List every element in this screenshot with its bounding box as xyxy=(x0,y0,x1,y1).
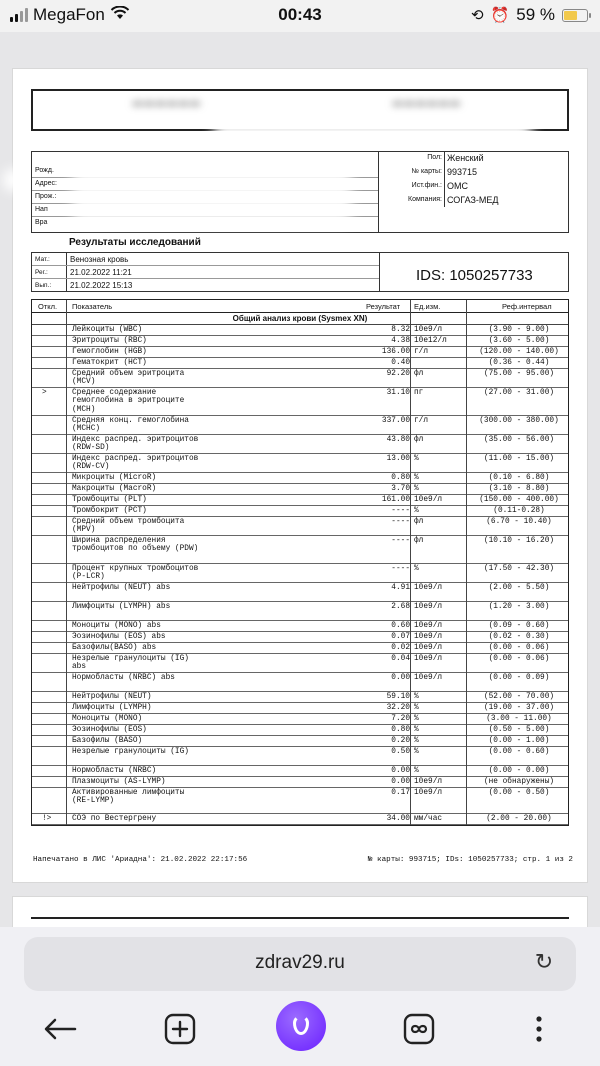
row-ref: (2.00 - 5.50) xyxy=(488,584,550,592)
row-name: Индекс распред. эритроцитов (RDW-CV) xyxy=(72,455,199,472)
row-name: Гематокрит (HCT) xyxy=(72,359,147,367)
row-value: 92.20 xyxy=(386,370,410,378)
table-row xyxy=(32,388,568,416)
table-row xyxy=(32,325,568,336)
status-bar xyxy=(0,0,600,32)
row-value: 0.20 xyxy=(391,737,410,745)
row-value: 13.00 xyxy=(386,455,410,463)
document-page xyxy=(12,68,588,883)
reload-icon[interactable]: ↻ xyxy=(534,949,554,974)
table-row xyxy=(32,643,568,654)
table-row xyxy=(32,495,568,506)
row-name: Тромбокрит (PCT) xyxy=(72,507,147,515)
row-value: 4.91 xyxy=(391,584,410,592)
row-value: 59.10 xyxy=(386,693,410,701)
table-row xyxy=(32,416,568,435)
row-value: 161.00 xyxy=(381,496,410,504)
row-name: Базофилы (BASO) xyxy=(72,737,143,745)
registered-date: 21.02.2022 11:21 xyxy=(70,268,132,277)
row-name: Макроциты (MacroR) xyxy=(72,485,157,493)
printed-info: Напечатано в ЛИС 'Ариадна': 21.02.2022 22:17:56 xyxy=(33,856,248,864)
row-ref: (0.09 - 0.60) xyxy=(488,622,550,630)
row-value: ---- xyxy=(391,537,410,545)
row-name: Лейкоциты (WBC) xyxy=(72,326,143,334)
row-name: Нейтрофилы (NEUT) xyxy=(72,693,152,701)
row-unit: 10e9/л xyxy=(414,644,443,652)
row-name: Средний объем эритроцита (MCV) xyxy=(72,370,185,387)
row-unit: % xyxy=(414,693,419,701)
row-ref: (3.10 - 8.80) xyxy=(488,485,550,493)
row-value: 0.40 xyxy=(391,359,410,367)
row-name: Плазмоциты (AS-LYMP) xyxy=(72,778,166,786)
ids-number: IDS: 1050257733 xyxy=(416,267,533,284)
row-value: 3.70 xyxy=(391,485,410,493)
row-unit: фл xyxy=(414,370,424,378)
row-unit: % xyxy=(414,485,419,493)
row-flag: !> xyxy=(42,815,52,823)
alice-icon[interactable] xyxy=(276,1001,326,1051)
row-name: Моноциты (MONO) xyxy=(72,715,143,723)
row-value: 43.80 xyxy=(386,436,410,444)
row-value: 337.00 xyxy=(381,417,410,425)
table-row xyxy=(32,454,568,473)
row-name: Эритроциты (RBC) xyxy=(72,337,147,345)
table-header: Откл. Показатель Результат Ед.изм. Реф.интервал xyxy=(32,300,568,313)
row-unit: % xyxy=(414,507,419,515)
row-value: 136.00 xyxy=(381,348,410,356)
page-info: № карты: 993715; IDs: 1050257733; стр. 1 из 2 xyxy=(367,856,573,864)
row-value: 2.68 xyxy=(391,603,410,611)
row-ref: (0.00 - 0.50) xyxy=(488,789,550,797)
row-unit: фл xyxy=(414,537,424,545)
row-ref: (0.00 - 0.06) xyxy=(488,655,550,663)
table-row xyxy=(32,714,568,725)
table-section-title: Общий анализ крови (Sysmex XN) xyxy=(32,313,568,325)
lab-header-box: ▬ ▬ ▬ ▬ ▬ ▬ ▬ ▬ ▬ ▬ ▬ ▬ xyxy=(31,89,569,131)
table-row xyxy=(32,788,568,814)
table-row xyxy=(32,632,568,643)
browser-bottom-bar xyxy=(0,927,600,1066)
row-ref: (19.00 - 37.00) xyxy=(483,704,555,712)
row-unit: г/л xyxy=(414,417,429,425)
row-ref: (0.00 - 1.00) xyxy=(488,737,550,745)
row-name: Эозинофилы (EOS) abs xyxy=(72,633,166,641)
document-page-2 xyxy=(12,896,588,927)
row-ref: (не обнаружены) xyxy=(483,778,555,786)
row-ref: (3.60 - 5.00) xyxy=(488,337,550,345)
url-text[interactable]: zdrav29.ru xyxy=(255,952,345,973)
row-ref: (120.00 - 140.00) xyxy=(479,348,559,356)
row-unit: пг xyxy=(414,389,424,397)
row-ref: (0.00 - 0.06) xyxy=(488,644,550,652)
row-value: 0.00 xyxy=(391,674,410,682)
row-value: ---- xyxy=(391,565,410,573)
back-arrow-icon[interactable] xyxy=(38,1007,82,1051)
row-ref: (0.00 - 0.09) xyxy=(488,674,550,682)
table-row xyxy=(32,336,568,347)
row-name: Гемоглобин (HGB) xyxy=(72,348,147,356)
table-row xyxy=(32,435,568,454)
row-flag: > xyxy=(42,389,47,397)
table-row xyxy=(32,347,568,358)
row-ref: (10.10 - 16.20) xyxy=(483,537,555,545)
row-unit: 10e9/л xyxy=(414,603,443,611)
table-row xyxy=(32,517,568,536)
row-unit: % xyxy=(414,767,419,775)
row-value: 32.20 xyxy=(386,704,410,712)
table-row xyxy=(32,777,568,788)
row-unit: 10e9/л xyxy=(414,778,443,786)
row-value: 0.07 xyxy=(391,633,410,641)
row-ref: (0.02 - 0.30) xyxy=(488,633,550,641)
row-unit: % xyxy=(414,737,419,745)
row-unit: 10e12/л xyxy=(414,337,447,345)
row-name: Нейтрофилы (NEUT) abs xyxy=(72,584,171,592)
row-unit: фл xyxy=(414,518,424,526)
row-value: ---- xyxy=(391,507,410,515)
table-row xyxy=(32,602,568,621)
row-ref: (0.11-0.28) xyxy=(493,507,545,515)
row-ref: (0.00 - 0.00) xyxy=(488,767,550,775)
row-value: 8.32 xyxy=(391,326,410,334)
battery-percent: 59 % xyxy=(516,5,555,24)
row-ref: (0.10 - 6.80) xyxy=(488,474,550,482)
row-value: 0.60 xyxy=(391,622,410,630)
row-ref: (17.50 - 42.30) xyxy=(483,565,555,573)
row-name: Нормобласты (NRBC) xyxy=(72,767,157,775)
table-row xyxy=(32,673,568,692)
row-value: 0.50 xyxy=(391,748,410,756)
patient-info: Рожд. Адрес: Прож.: Нап Вра Пол: Женский № карты: 993715 Ист.фин.: ОМС Компания: СОГАЗ-МЕД xyxy=(31,151,569,233)
row-value: 31.10 xyxy=(386,389,410,397)
row-name: Базофилы(BASO) abs xyxy=(72,644,157,652)
row-unit: % xyxy=(414,715,419,723)
table-row xyxy=(32,484,568,495)
row-unit: % xyxy=(414,474,419,482)
row-value: 34.00 xyxy=(386,815,410,823)
row-name: Активированные лимфоциты (RE-LYMP) xyxy=(72,789,185,806)
row-unit: г/л xyxy=(414,348,429,356)
row-unit: 10e9/л xyxy=(414,655,443,663)
row-ref: (2.00 - 20.00) xyxy=(486,815,552,823)
table-row xyxy=(32,536,568,564)
row-unit: % xyxy=(414,455,419,463)
table-row xyxy=(32,736,568,747)
table-row xyxy=(32,766,568,777)
row-value: 4.38 xyxy=(391,337,410,345)
row-value: 0.80 xyxy=(391,726,410,734)
more-icon[interactable] xyxy=(517,1007,561,1051)
row-value: 0.02 xyxy=(391,644,410,652)
row-ref: (27.00 - 31.00) xyxy=(483,389,555,397)
row-unit: 10e9/л xyxy=(414,622,443,630)
new-tab-icon[interactable] xyxy=(158,1007,202,1051)
row-name: Нормобласты (NRBC) abs xyxy=(72,674,175,682)
row-unit: % xyxy=(414,704,419,712)
alarm-icon: ⏰ xyxy=(490,7,510,24)
row-ref: (150.00 - 400.00) xyxy=(479,496,559,504)
table-row xyxy=(32,621,568,632)
row-unit: 10e9/л xyxy=(414,789,443,797)
row-ref: (0.50 - 5.00) xyxy=(488,726,550,734)
row-name: Лимфоциты (LYMPH) xyxy=(72,704,152,712)
insurance-company: СОГАЗ-МЕД xyxy=(447,195,499,205)
row-value: 0.80 xyxy=(391,474,410,482)
row-value: ---- xyxy=(391,518,410,526)
row-unit: 10e9/л xyxy=(414,674,443,682)
table-row xyxy=(32,703,568,714)
table-row xyxy=(32,369,568,388)
row-name: Микроциты (MicroR) xyxy=(72,474,157,482)
row-value: 0.00 xyxy=(391,767,410,775)
clock: 00:43 xyxy=(278,5,322,24)
row-unit: 10e9/л xyxy=(414,326,443,334)
table-row xyxy=(32,814,568,825)
table-row xyxy=(32,358,568,369)
table-row xyxy=(32,564,568,583)
row-unit: 10e9/л xyxy=(414,496,443,504)
tabs-icon[interactable] xyxy=(397,1007,441,1051)
row-value: 0.00 xyxy=(391,778,410,786)
row-name: Лимфоциты (LYMPH) abs xyxy=(72,603,171,611)
row-ref: (52.00 - 70.00) xyxy=(483,693,555,701)
row-name: Незрелые гранулоциты (IG) xyxy=(72,748,189,756)
row-ref: (1.20 - 3.00) xyxy=(488,603,550,611)
row-unit: фл xyxy=(414,436,424,444)
row-name: Моноциты (MONO) abs xyxy=(72,622,161,630)
row-name: Тромбоциты (PLT) xyxy=(72,496,147,504)
table-row xyxy=(32,725,568,736)
row-ref: (300.00 - 380.00) xyxy=(479,417,559,425)
card-number: 993715 xyxy=(447,167,478,177)
row-ref: (0.00 - 0.60) xyxy=(488,748,550,756)
table-row xyxy=(32,583,568,602)
completed-date: 21.02.2022 15:13 xyxy=(70,281,133,290)
row-ref: (3.90 - 9.00) xyxy=(488,326,550,334)
row-value: 0.17 xyxy=(391,789,410,797)
row-unit: % xyxy=(414,565,419,573)
material-info: Мат.: Венозная кровь Рег.: 21.02.2022 11:21 Вып.: 21.02.2022 15:13 IDS: 1050257733 xyxy=(31,252,569,292)
rotation-lock-icon: ⟲ xyxy=(470,7,484,24)
row-name: СОЭ по Вестергрену xyxy=(72,815,157,823)
row-name: Средний объем тромбоцита (MPV) xyxy=(72,518,185,535)
row-value: 0.04 xyxy=(391,655,410,663)
row-ref: (3.00 - 11.00) xyxy=(486,715,552,723)
row-name: Средняя конц. гемоглобина (MCHC) xyxy=(72,417,189,434)
row-name: Эозинофилы (EOS) xyxy=(72,726,147,734)
page-viewport[interactable] xyxy=(0,32,600,927)
row-ref: (0.36 - 0.44) xyxy=(488,359,550,367)
patient-sex: Женский xyxy=(447,153,484,163)
row-value: 7.20 xyxy=(391,715,410,723)
row-name: Среднее содержание гемоглобина в эритроците (MCH) xyxy=(72,389,185,414)
battery-icon xyxy=(562,9,588,22)
row-name: Ширина распределения тромбоцитов по объему (PDW) xyxy=(72,537,199,554)
funding-source: ОМС xyxy=(447,181,468,191)
row-name: Процент крупных тромбоцитов (P-LCR) xyxy=(72,565,199,582)
results-title: Результаты исследований xyxy=(69,237,201,248)
row-unit: 10e9/л xyxy=(414,584,443,592)
table-row xyxy=(32,747,568,766)
row-unit: мм/час xyxy=(414,815,443,823)
table-row xyxy=(32,692,568,703)
row-ref: (11.00 - 15.00) xyxy=(483,455,555,463)
row-unit: % xyxy=(414,726,419,734)
results-table xyxy=(31,299,569,826)
table-row xyxy=(32,654,568,673)
row-unit: 10e9/л xyxy=(414,633,443,641)
table-row xyxy=(32,473,568,484)
row-name: Индекс распред. эритроцитов (RDW-SD) xyxy=(72,436,199,453)
row-ref: (75.00 - 95.00) xyxy=(483,370,555,378)
carrier-name: MegaFon xyxy=(33,5,105,24)
address-bar[interactable] xyxy=(24,937,576,991)
row-name: Незрелые гранулоциты (IG) abs xyxy=(72,655,189,672)
row-unit: % xyxy=(414,748,419,756)
row-ref: (35.00 - 56.00) xyxy=(483,436,555,444)
row-ref: (6.70 - 10.40) xyxy=(486,518,552,526)
table-row xyxy=(32,506,568,517)
material-type: Венозная кровь xyxy=(70,255,129,264)
